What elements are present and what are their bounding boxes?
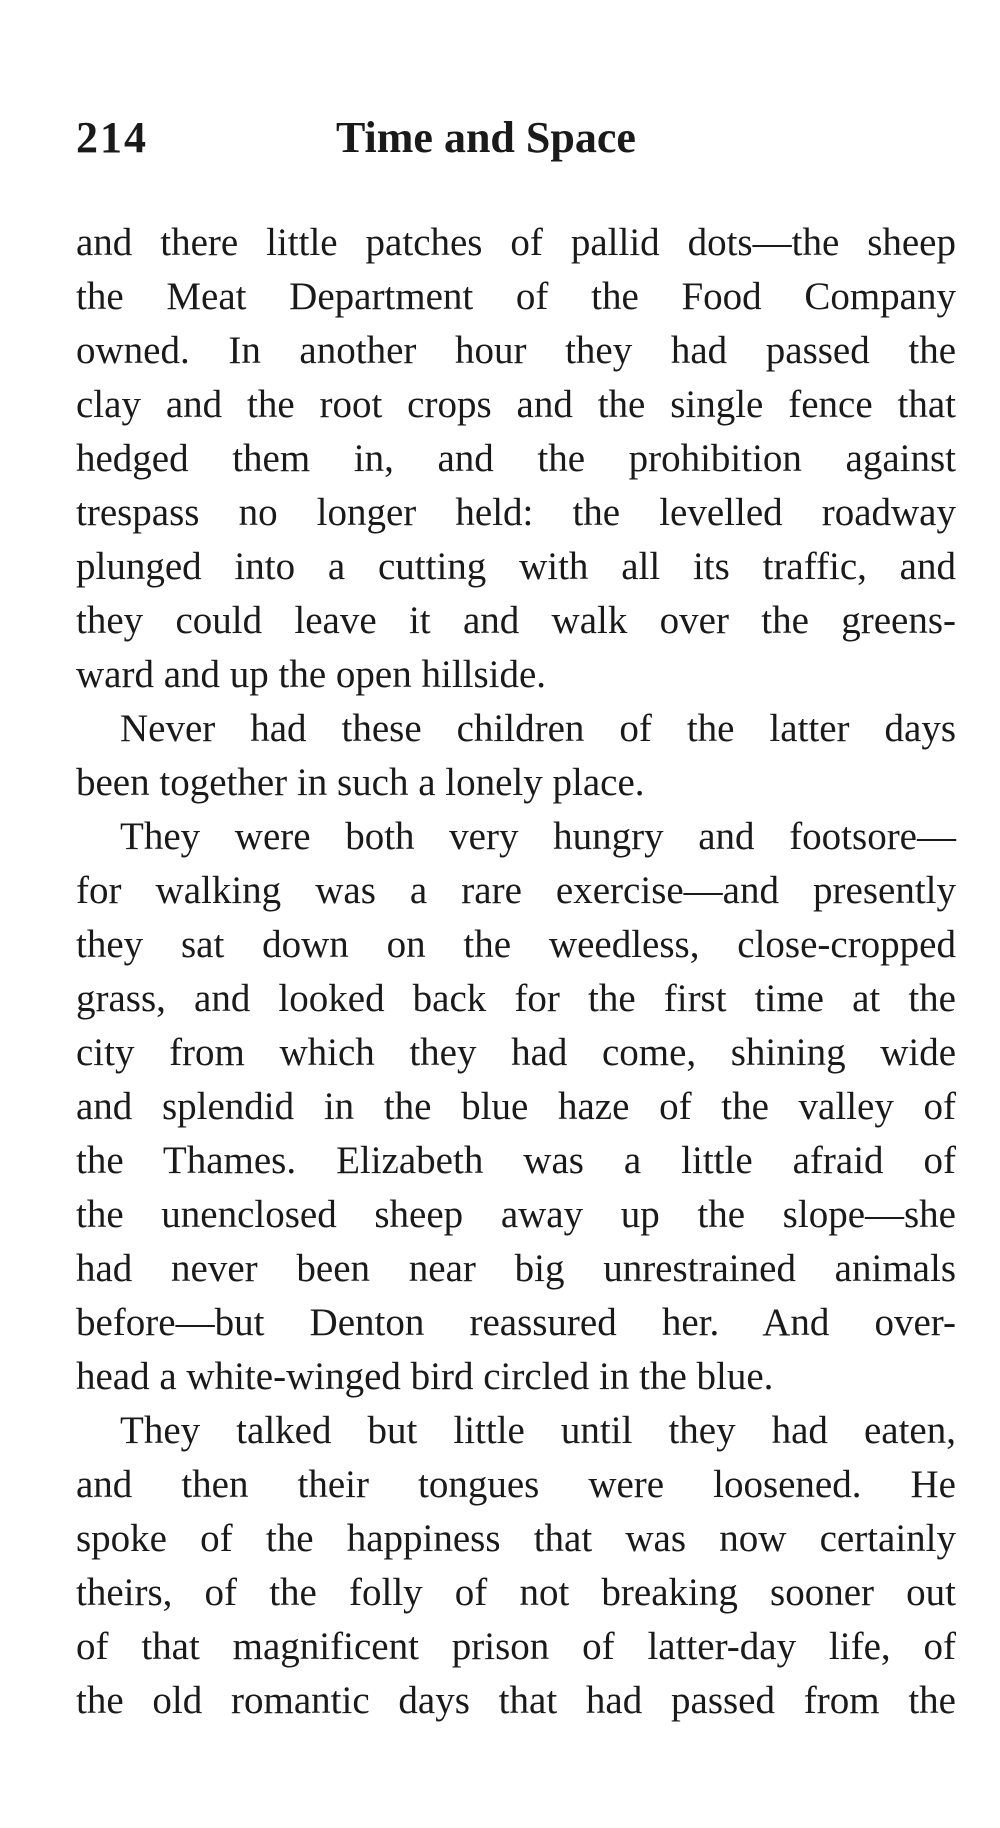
text-line: ward and up the open hillside. bbox=[76, 653, 547, 696]
paragraph bbox=[76, 1404, 956, 1728]
text-line: they could leave it and walk over the greens- bbox=[76, 599, 956, 642]
text-line: the old romantic days that had passed from the bbox=[76, 1679, 956, 1722]
text-line: city from which they had come, shining wide bbox=[76, 1031, 956, 1074]
text-line: before—but Denton reassured her. And over- bbox=[76, 1301, 956, 1344]
text-line: and there little patches of pallid dots—the sheep bbox=[76, 221, 956, 264]
text-line: had never been near big unrestrained animals bbox=[76, 1247, 956, 1290]
text-line: Never had these children of the latter days bbox=[120, 707, 956, 750]
text-line: They talked but little until they had eaten, bbox=[120, 1409, 956, 1452]
text-line: owned. In another hour they had passed the bbox=[76, 329, 956, 372]
text-line: the unenclosed sheep away up the slope—she bbox=[76, 1193, 956, 1236]
text-line: been together in such a lonely place. bbox=[76, 761, 645, 804]
text-line: they sat down on the weedless, close-cropped bbox=[76, 923, 956, 966]
text-line: and splendid in the blue haze of the valley of bbox=[76, 1085, 956, 1128]
page-number: 214 bbox=[76, 113, 148, 162]
text-line: trespass no longer held: the levelled roadway bbox=[76, 491, 956, 534]
text-line: theirs, of the folly of not breaking sooner out bbox=[76, 1571, 956, 1614]
text-line: They were both very hungry and footsore— bbox=[120, 815, 956, 858]
text-line: the Meat Department of the Food Company bbox=[76, 275, 956, 318]
paragraph bbox=[76, 216, 956, 702]
text-line: for walking was a rare exercise—and presently bbox=[76, 869, 956, 912]
text-line: grass, and looked back for the first time at the bbox=[76, 977, 956, 1020]
body-text bbox=[76, 216, 956, 1728]
text-line: clay and the root crops and the single fence that bbox=[76, 383, 956, 426]
text-line: head a white-winged bird circled in the blue. bbox=[76, 1355, 774, 1398]
running-title: Time and Space bbox=[336, 113, 636, 162]
paragraph bbox=[76, 810, 956, 1404]
text-line: the Thames. Elizabeth was a little afraid of bbox=[76, 1139, 956, 1182]
text-line: spoke of the happiness that was now certainly bbox=[76, 1517, 956, 1560]
paragraph bbox=[76, 702, 956, 810]
text-line: and then their tongues were loosened. He bbox=[76, 1463, 956, 1506]
running-head bbox=[76, 112, 956, 172]
text-line: plunged into a cutting with all its traffic, and bbox=[76, 545, 956, 588]
text-line: hedged them in, and the prohibition against bbox=[76, 437, 956, 480]
text-line: of that magnificent prison of latter-day life, of bbox=[76, 1625, 956, 1668]
